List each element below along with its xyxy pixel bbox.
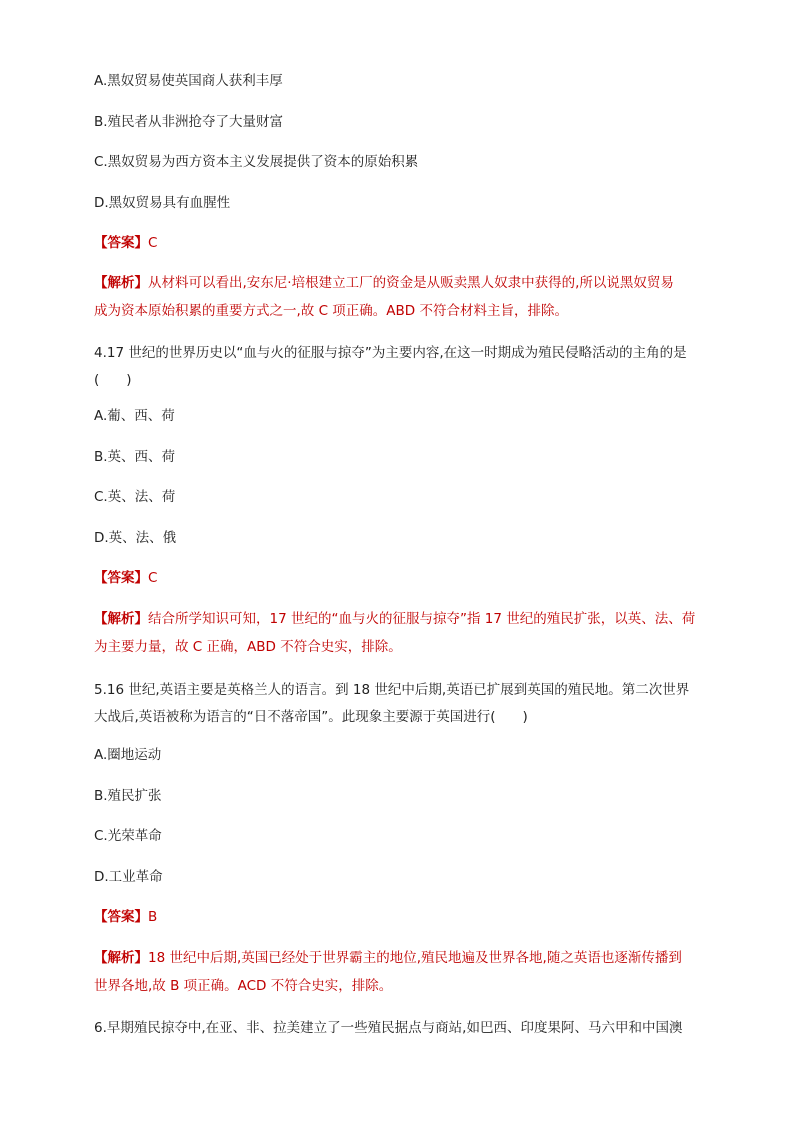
answer-tag: 【答案】 <box>94 909 148 925</box>
q5-analysis-line-1 <box>94 945 700 971</box>
q5-answer <box>94 904 700 930</box>
q5-stem-line-2: 大战后,英语被称为语言的“日不落帝国”。此现象主要源于英国进行( ) <box>94 709 528 725</box>
q5-option-c: C.光荣革命 <box>94 828 162 844</box>
q4-analysis-line-1 <box>94 606 700 632</box>
q4-stem-line-1: 4.17 世纪的世界历史以“血与火的征服与掠夺”为主要内容,在这一时期成为殖民侵略活动的主角的是 <box>94 345 687 361</box>
q3-answer <box>94 230 700 256</box>
q4-option-d: D.英、法、俄 <box>94 530 177 546</box>
q4-option-a: A.葡、西、荷 <box>94 408 175 424</box>
analysis-text: 从材料可以看出,安东尼·培根建立工厂的资金是从贩卖黑人奴隶中获得的,所以说黑奴贸易 <box>148 275 674 291</box>
analysis-text: 18 世纪中后期,英国已经处于世界霸主的地位,殖民地遍及世界各地,随之英语也逐渐传播到 <box>148 950 682 966</box>
q5-option-b: B.殖民扩张 <box>94 788 162 804</box>
q4-stem-line-2: ( ) <box>94 372 132 388</box>
answer-value: C <box>148 235 158 251</box>
q5-analysis-line-2: 世界各地,故 B 项正确。ACD 不符合史实，排除。 <box>94 978 393 994</box>
q4-option-c: C.英、法、荷 <box>94 489 176 505</box>
q4-answer <box>94 565 700 591</box>
q3-option-b: B.殖民者从非洲抢夺了大量财富 <box>94 114 284 130</box>
analysis-text: 结合所学知识可知，17 世纪的“血与火的征服与掠夺”指 17 世纪的殖民扩张，以英、法、荷 <box>148 611 696 627</box>
answer-tag: 【答案】 <box>94 570 148 586</box>
q5-option-d: D.工业革命 <box>94 869 163 885</box>
analysis-tag: 【解析】 <box>94 950 148 966</box>
q6-stem-line-1: 6.早期殖民掠夺中,在亚、非、拉美建立了一些殖民据点与商站,如巴西、印度果阿、马六甲和中国澳 <box>94 1020 683 1036</box>
q4-analysis-line-2: 为主要力量，故 C 正确，ABD 不符合史实，排除。 <box>94 639 402 655</box>
analysis-tag: 【解析】 <box>94 275 148 291</box>
q3-option-c: C.黑奴贸易为西方资本主义发展提供了资本的原始积累 <box>94 154 419 170</box>
q3-analysis-line-1 <box>94 270 700 296</box>
q5-option-a: A.圈地运动 <box>94 747 162 763</box>
answer-value: B <box>148 909 158 925</box>
answer-value: C <box>148 570 158 586</box>
q3-option-d: D.黑奴贸易具有血腥性 <box>94 195 231 211</box>
q4-option-b: B.英、西、荷 <box>94 449 176 465</box>
q3-analysis-line-2: 成为资本原始积累的重要方式之一,故 C 项正确。ABD 不符合材料主旨，排除。 <box>94 303 568 319</box>
q3-option-a: A.黑奴贸易使英国商人获利丰厚 <box>94 73 283 89</box>
answer-tag: 【答案】 <box>94 235 148 251</box>
q5-stem-line-1: 5.16 世纪,英语主要是英格兰人的语言。到 18 世纪中后期,英语已扩展到英国的殖民地。第二次世界 <box>94 682 690 698</box>
analysis-tag: 【解析】 <box>94 611 148 627</box>
